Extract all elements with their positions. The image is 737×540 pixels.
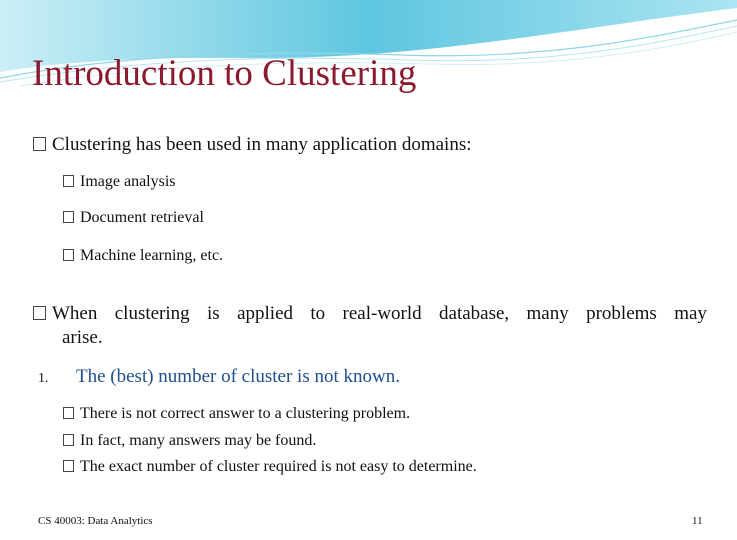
sub-bullet: Image analysis	[63, 173, 176, 191]
bullet-text: Clustering has been used in many application domains:	[52, 134, 472, 155]
bullet-box-icon	[63, 211, 74, 223]
slide-title: Introduction to Clustering	[32, 53, 417, 94]
bullet-box-icon	[33, 306, 46, 320]
bullet-application-domains	[33, 134, 472, 156]
item-text: The (best) number of cluster is not known.	[76, 366, 400, 387]
bullet-box-icon	[63, 407, 74, 419]
bullet-box-icon	[63, 460, 74, 472]
bullet-clustering-problems: When clustering is applied to real-world database, many problems may arise.	[33, 302, 707, 350]
sub-bullet: The exact number of cluster required is not easy to determine.	[63, 458, 477, 476]
sub-bullet: Machine learning, etc.	[63, 247, 223, 265]
item-number: 1.	[38, 371, 49, 386]
bullet-box-icon	[63, 175, 74, 187]
numbered-item	[38, 366, 400, 388]
sub-bullet: In fact, many answers may be found.	[63, 432, 316, 450]
footer-course: CS 40003: Data Analytics	[38, 515, 153, 527]
sub-bullet: Document retrieval	[63, 209, 204, 227]
bullet-text-continuation: arise.	[62, 327, 103, 348]
bullet-box-icon	[33, 137, 46, 151]
footer-page-number: 11	[692, 515, 703, 527]
sub-bullet: There is not correct answer to a clustering problem.	[63, 405, 410, 423]
bullet-box-icon	[63, 249, 74, 261]
bullet-box-icon	[63, 434, 74, 446]
